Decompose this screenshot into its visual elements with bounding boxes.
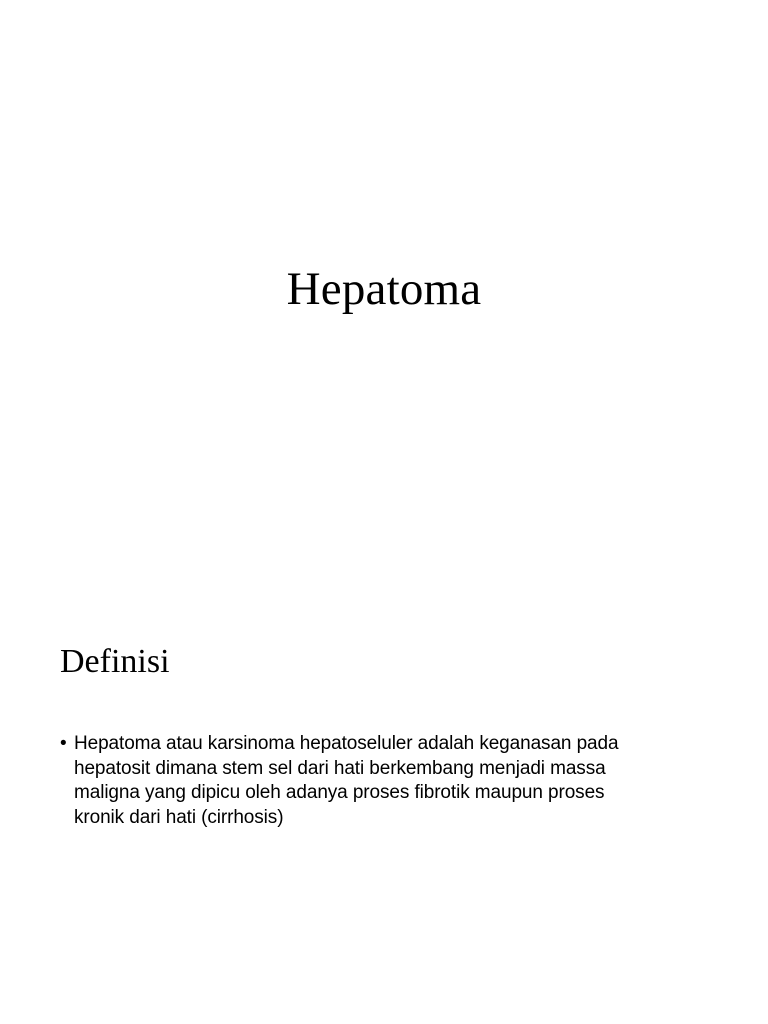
slide-title: Hepatoma	[286, 263, 482, 315]
bullet-text-line: Hepatoma atau karsinoma hepatoseluler adalah keganasan pada	[74, 733, 619, 754]
bullet-item	[60, 732, 700, 830]
bullet-text-line: maligna yang dipicu oleh adanya proses fibrotik maupun proses	[74, 782, 605, 803]
bullet-list	[60, 732, 700, 830]
bullet-text-line: kronik dari hati (cirrhosis)	[74, 806, 284, 828]
section-heading: Definisi	[60, 643, 170, 680]
bullet-text-line: hepatosit dimana stem sel dari hati berkembang menjadi massa	[74, 757, 606, 779]
bullet-marker: •	[60, 733, 67, 754]
definition-slide	[0, 512, 768, 1024]
